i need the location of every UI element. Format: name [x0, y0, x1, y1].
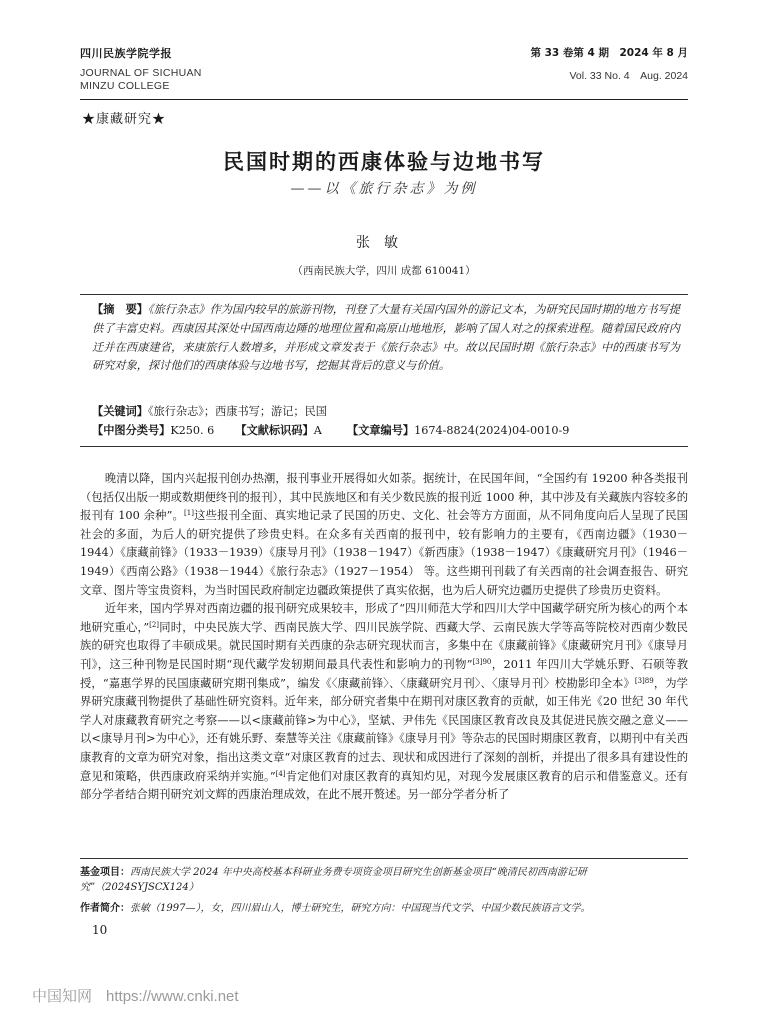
funding-label: 基金项目：	[80, 867, 130, 878]
keywords-text: 《旅行杂志》；西康书写；游记；民国	[147, 405, 327, 418]
funding-note	[80, 865, 688, 895]
body-text-segment: 这些报刊全面、真实地记录了民国的历史、文化、社会等方方面面，从不同角度向后人呈现了民国社会的多面，为后人的研究提供了珍贵史料。在众多有关西南的报刊中，较有影响力的主要有，《西南边疆》（1930－1944）《康藏前锋》（1933－1939）《康导月刊》（1938－1947）《新西康》（1938－1947）《康藏研究月刊》（1946－1949）《西南公路》（1938－1944）《旅行杂志》（1927－1954） 等。这些期刊刊载了有关西南的社会调查报告、研究文章、图片等宝贵资料，为当时国民政府制定边疆政策提供了真实依据，也为后人研究边疆历史提供了珍贵历史资料。	[80, 509, 688, 597]
article-subtitle: ——以《旅行杂志》为例	[290, 181, 478, 197]
cnki-watermark	[32, 985, 239, 1006]
article-no-label: 【文章编号】	[346, 424, 415, 437]
abstract-block	[92, 301, 680, 376]
body-text-segment: 肯定他们对康区教育的真知灼见，对现今发展康区教育的启示和借鉴意义。还有部分学者结合期刊研究刘文辉的西康治理成效，在此不展开赘述。另一部分学者分析了	[80, 769, 688, 802]
body-text-segment: 近年来，国内学界对西南边疆的报刊研究成果较丰，形成了“四川师范大学和四川大学中国藏学研究所为核心的两个本地研究重心，”	[80, 602, 688, 634]
journal-name-en-line1: JOURNAL OF SICHUAN	[80, 67, 202, 79]
clc-label: 【中图分类号】	[92, 424, 171, 437]
keywords-line	[92, 403, 680, 419]
article-author: 张敏	[356, 235, 412, 251]
citation-ref: [3]90	[472, 657, 492, 666]
journal-masthead	[80, 45, 202, 93]
journal-name-en	[80, 67, 202, 93]
author-bio-label: 作者简介：	[80, 903, 130, 914]
keywords-label: 【关键词】	[92, 405, 148, 418]
body-text-segment: 同时，中央民族大学、西南民族大学、四川民族学院、西藏大学、云南民族大学等高等院校对西南少数民族的研究也取得了丰硕成果。就民国时期有关西康的杂志研究现状而言，多集中在《康藏前锋》《康藏研究月刊》《康导月刊》，这三种刊物是民国时期“现代藏学发轫期间最具代表性和影响力的刊物”	[80, 620, 688, 671]
issue-info	[530, 45, 688, 83]
doc-code-label: 【文献标识码】	[235, 424, 314, 437]
body-paragraph-1	[80, 470, 688, 600]
section-tag: ★康藏研究★	[82, 112, 167, 127]
article-title: 民国时期的西康体验与边地书写	[223, 150, 545, 174]
body-text-segment: ，为学界研究康藏刊物提供了基础性研究资料。近年来，部分研究者集中在期刊对康区教育的贡献，如王伟光《20 世纪 30 年代学人对康藏教育研究之考察——以<康藏前锋>为中心》，坚斌、尹伟先《民国康区教育改良及其促进民族交融之意义——以<康导月刊>为中心》，还有姚乐野、秦慧等关注《康藏前锋》《康导月刊》等杂志的民国时期康区教育，以期刊中有关西康教育的文章为研究对象，指出这类文章“对康区教育的过去、现状和成因进行了深刻的剖析，并提出了很多具有建设性的意见和策略，供西康政府采纳并实施。”	[80, 676, 688, 783]
doc-code-value: A	[313, 424, 322, 437]
classification-line	[92, 422, 680, 438]
body-paragraph-2	[80, 600, 688, 805]
citation-ref: [4]	[275, 769, 286, 778]
citation-ref: [1]	[184, 509, 194, 518]
journal-name-en-line2: MINZU COLLEGE	[80, 80, 170, 92]
issue-info-en: Vol. 33 No. 4 Aug. 2024	[569, 70, 688, 82]
body-text-segment: 晚清以降，国内兴起报刊创办热潮，报刊事业开展得如火如荼。据统计，在民国年间，“全国约有 19200 种各类报刊（包括仅出版一期或数期便终刊的报刊），其中民族地区和有关少数民族的报刊近 1000 种，其中涉及有关藏族内容较多的报刊有 100 余种”。	[80, 472, 688, 523]
watermark-url: https://www.cnki.net	[106, 988, 239, 1005]
abstract-top-divider	[80, 294, 688, 295]
article-no-value: 1674-8824(2024)04-0010-9	[414, 424, 570, 437]
body-text-segment: ，2011 年四川大学姚乐野、石硕等教授，“嘉惠学界的民国康藏研究期刊集成”，编发《〈康藏前锋〉、〈康藏研究月刊〉、〈康导月刊〉校勘影印全本》	[80, 657, 689, 690]
header-divider	[80, 99, 688, 100]
citation-ref: [3]89	[634, 676, 654, 685]
author-bio-text: 张敏（1997—），女，四川眉山人，博士研究生，研究方向：中国现当代文学、中国少数民族语言文学。	[130, 903, 591, 914]
footnote-divider	[80, 858, 688, 859]
funding-text: 西南民族大学 2024 年中央高校基本科研业务费专项资金项目研究生创新基金项目“晚清民初西南游记研究”（2024SYJSCX124）	[80, 867, 587, 893]
citation-ref: [2]	[149, 620, 160, 629]
journal-name-cn: 四川民族学院学报	[80, 47, 172, 60]
issue-info-cn: 第 33 卷第 4 期 2024 年 8 月	[530, 47, 688, 59]
page-number: 10	[92, 923, 108, 937]
abstract-label: 【摘 要】	[92, 303, 148, 316]
author-bio-note	[80, 901, 688, 916]
clc-value: K250. 6	[170, 424, 215, 437]
author-affiliation: （西南民族大学，四川 成都 610041）	[292, 265, 476, 277]
article-body	[80, 470, 688, 805]
abstract-text: 《旅行杂志》作为国内较早的旅游刊物，刊登了大量有关国内国外的游记文本，为研究民国时期的地方书写提供了丰富史料。西康因其深处中国西南边陲的地理位置和高原山地地形，影响了国人对之的探索进程。随着国民政府内迁并在西康建省，来康旅行人数增多，并形成文章发表于《旅行杂志》中。故以民国时期《旅行杂志》中的西康书写为研究对象，探讨他们的西康体验与边地书写，挖掘其背后的意义与价值。	[92, 303, 680, 373]
watermark-cn: 中国知网	[32, 987, 93, 1005]
abstract-bottom-divider	[80, 446, 688, 447]
